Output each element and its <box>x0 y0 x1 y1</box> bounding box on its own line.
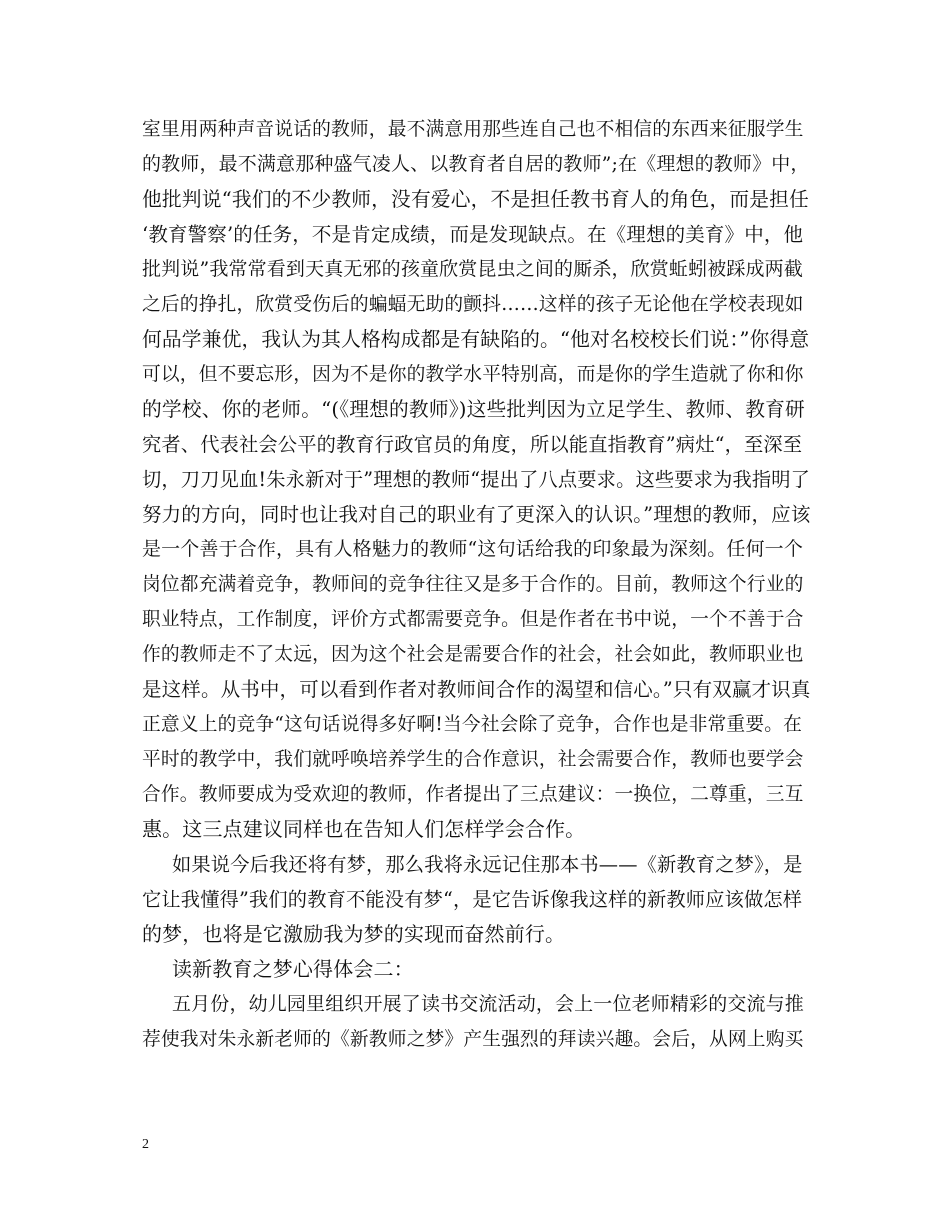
text-line: 平时的教学中，我们就呼唤培养学生的合作意识，社会需要合作，教师也要学会 <box>142 749 804 770</box>
text-line: 究者、代表社会公平的教育行政官员的角度，所以能直指教育”病灶“，至深至 <box>142 433 803 456</box>
text-line: 读新教育之梦心得体会二： <box>172 957 414 981</box>
text-line: 作的教师走不了太远，因为这个社会是需要合作的社会，社会如此，教师职业也 <box>142 644 804 665</box>
text-line: 惠。这三点建议同样也在告知人们怎样学会合作。 <box>142 817 586 841</box>
text-line: 室里用两种声音说话的教师，最不满意用那些连自己也不相信的东西来征服学生 <box>142 119 804 140</box>
text-line: 正意义上的竞争“这句话说得多好啊!当今社会除了竞争，合作也是非常重要。在 <box>142 714 803 735</box>
text-line: 他批判说“我们的不少教师，没有爱心，不是担任教书育人的角色，而是担任 <box>142 188 809 211</box>
text-line: 如果说今后我还将有梦，那么我将永远记住那本书——《新教育之梦》，是 <box>172 853 803 876</box>
text-line: 职业特点，工作制度，评价方式都需要竞争。但是作者在书中说，一个不善于合 <box>142 609 804 630</box>
text-line: 的教师，最不满意那种盛气凌人、以教育者自居的教师”;在《理想的教师》中， <box>142 153 810 175</box>
text-line: 的学校、你的老师。“(《理想的教师》)这些批判因为立足学生、教师、教育研 <box>142 398 805 421</box>
text-line: 岗位都充满着竞争，教师间的竞争往往又是多于合作的。目前，教师这个行业的 <box>142 574 804 595</box>
text-line: 批判说”我常常看到天真无邪的孩童欣赏昆虫之间的厮杀，欣赏蚯蚓被踩成两截 <box>142 258 803 280</box>
text-line: 荐使我对朱永新老师的《新教师之梦》产生强烈的拜读兴趣。会后，从网上购买 <box>142 1029 804 1050</box>
text-line: 之后的挣扎，欣赏受伤后的蝙蝠无助的颤抖……这样的孩子无论他在学校表现如 <box>142 294 804 315</box>
text-line: 合作。教师要成为受欢迎的教师，作者提出了三点建议：一换位，二尊重，三互 <box>142 784 804 805</box>
text-line: 切，刀刀见血!朱永新对于”理想的教师“提出了八点要求。这些要求为我指明了 <box>142 468 811 491</box>
text-line: 是一个善于合作，具有人格魅力的教师“这句话给我的印象最为深刻。任何一个 <box>142 538 803 560</box>
text-line: 是这样。从书中，可以看到作者对教师间合作的渴望和信心。”只有双赢才识真 <box>142 678 811 701</box>
text-line: 它让我懂得”我们的教育不能没有梦“，是它告诉像我这样的新教师应该做怎样 <box>142 888 803 911</box>
text-line: 何品学兼优，我认为其人格构成都是有缺陷的。“他对名校校长们说：”你得意 <box>142 328 810 351</box>
text-line: ‘教育警察’的任务，不是肯定成绩，而是发现缺点。在《理想的美育》中，他 <box>142 223 804 246</box>
text-line: 五月份，幼儿园里组织开展了读书交流活动，会上一位老师精彩的交流与推 <box>172 993 804 1015</box>
page-number: 2 <box>142 1137 149 1152</box>
text-line: 努力的方向，同时也让我对自己的职业有了更深入的认识。”理想的教师，应该 <box>142 503 811 526</box>
text-line: 的梦，也将是它激励我为梦的实现而奋然前行。 <box>142 922 566 946</box>
text-line: 可以，但不要忘形，因为不是你的教学水平特别高，而是你的学生造就了你和你 <box>142 364 804 385</box>
body-text <box>142 112 810 1057</box>
